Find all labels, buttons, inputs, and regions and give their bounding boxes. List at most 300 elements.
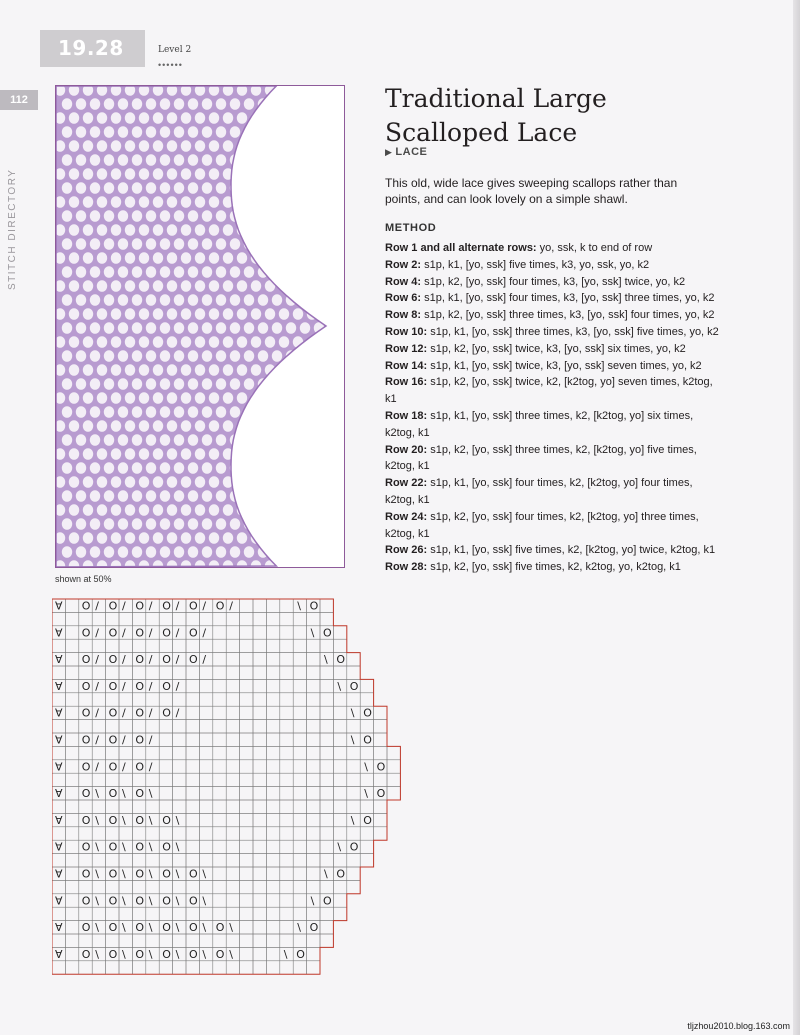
chart-cell bbox=[106, 880, 119, 893]
lace-hole bbox=[223, 336, 233, 348]
chart-cell bbox=[213, 934, 226, 947]
chart-cell bbox=[65, 666, 78, 679]
lace-hole bbox=[160, 546, 170, 558]
lace-hole bbox=[209, 420, 219, 432]
lace-hole bbox=[209, 336, 219, 348]
chart-cell bbox=[360, 827, 373, 840]
lace-hole bbox=[132, 378, 142, 390]
lace-hole bbox=[230, 98, 240, 110]
lace-hole bbox=[97, 224, 107, 236]
chart-cell bbox=[280, 666, 293, 679]
chart-cell bbox=[333, 773, 346, 786]
chart-cell bbox=[374, 773, 387, 786]
lace-hole bbox=[244, 266, 254, 278]
chart-cell bbox=[293, 626, 306, 639]
lace-hole bbox=[83, 196, 93, 208]
chart-symbol-dec: \ bbox=[283, 947, 288, 961]
chart-cell bbox=[266, 961, 279, 974]
lace-hole bbox=[146, 294, 156, 306]
lace-hole bbox=[160, 98, 170, 110]
chart-cell bbox=[360, 720, 373, 733]
lace-hole bbox=[132, 322, 142, 334]
method-row bbox=[385, 307, 725, 324]
chart-symbol-dec: / bbox=[229, 599, 233, 613]
lace-hole bbox=[104, 210, 114, 222]
lace-hole bbox=[195, 532, 205, 544]
lace-hole bbox=[223, 112, 233, 124]
page-edge bbox=[793, 0, 800, 1035]
lace-hole bbox=[104, 322, 114, 334]
method-row bbox=[385, 257, 725, 274]
lace-hole bbox=[209, 196, 219, 208]
chart-cell bbox=[146, 746, 159, 759]
lace-hole bbox=[230, 126, 240, 138]
chart-symbol-dec: \ bbox=[229, 947, 233, 961]
row-text: s1p, k2, [yo, ssk] twice, k3, [yo, ssk] six times, yo, k2 bbox=[430, 342, 686, 355]
chart-cell bbox=[253, 679, 266, 692]
chart-cell bbox=[253, 867, 266, 880]
chart-symbol-yo: O bbox=[162, 947, 171, 961]
chart-cell bbox=[320, 693, 333, 706]
chart-cell bbox=[280, 880, 293, 893]
lace-hole bbox=[244, 322, 254, 334]
lace-hole bbox=[153, 364, 163, 376]
lace-hole bbox=[111, 112, 121, 124]
lace-hole bbox=[174, 378, 184, 390]
lace-hole bbox=[230, 546, 240, 558]
chart-cell bbox=[132, 880, 145, 893]
lace-hole bbox=[202, 406, 212, 418]
chart-cell bbox=[106, 961, 119, 974]
lace-hole bbox=[69, 224, 79, 236]
chart-cell bbox=[347, 827, 360, 840]
chart-cell bbox=[240, 773, 253, 786]
chart-cell bbox=[253, 840, 266, 853]
lace-hole bbox=[97, 392, 107, 404]
chart-cell bbox=[52, 612, 65, 625]
lace-hole bbox=[118, 490, 128, 502]
chart-cell bbox=[293, 760, 306, 773]
chart-symbol-yo: O bbox=[215, 599, 225, 613]
chart-cell bbox=[333, 733, 346, 746]
lace-hole bbox=[167, 112, 177, 124]
row-label: Row 1 and all alternate rows: bbox=[385, 242, 537, 254]
chart-cell bbox=[226, 880, 239, 893]
lace-hole bbox=[188, 406, 198, 418]
chart-cell bbox=[65, 746, 78, 759]
lace-hole bbox=[279, 308, 289, 320]
chart-cell bbox=[119, 612, 132, 625]
chart-cell bbox=[333, 720, 346, 733]
chart-cell bbox=[347, 773, 360, 786]
lace-hole bbox=[83, 112, 93, 124]
chart-cell bbox=[293, 639, 306, 652]
lace-hole bbox=[167, 532, 177, 544]
chart-cell bbox=[199, 961, 212, 974]
lace-hole bbox=[69, 308, 79, 320]
chart-cell bbox=[213, 880, 226, 893]
lace-hole bbox=[125, 280, 135, 292]
chart-cell bbox=[226, 679, 239, 692]
chart-symbols bbox=[55, 599, 386, 960]
chart-symbol-dec: \ bbox=[148, 921, 153, 935]
chart-cell bbox=[280, 599, 293, 612]
lace-hole bbox=[237, 308, 247, 320]
chart-symbol-dec: \ bbox=[148, 947, 153, 961]
chart-cell bbox=[266, 813, 279, 826]
chart-symbol-yo: O bbox=[135, 733, 145, 747]
chart-cell bbox=[347, 653, 360, 666]
lace-hole bbox=[195, 392, 205, 404]
lace-hole bbox=[272, 350, 282, 362]
chart-cell bbox=[226, 760, 239, 773]
lace-hole bbox=[153, 392, 163, 404]
chart-cell bbox=[240, 706, 253, 719]
chart-cell bbox=[173, 961, 186, 974]
chart-cell bbox=[132, 639, 145, 652]
chart-symbol-yo: O bbox=[363, 733, 372, 747]
chart-cell bbox=[186, 787, 199, 800]
lace-hole bbox=[146, 350, 156, 362]
lace-hole bbox=[76, 266, 86, 278]
chart-symbol-yo: O bbox=[189, 947, 198, 961]
chart-cell bbox=[333, 626, 346, 639]
chart-symbol-yo: O bbox=[363, 706, 372, 720]
row-text: s1p, k2, [yo, ssk] twice, k2, [k2tog, yo] seven times, k2tog, k1 bbox=[385, 376, 713, 406]
chart-cell bbox=[320, 787, 333, 800]
row-label: Row 28: bbox=[385, 561, 428, 574]
chart-cell bbox=[253, 921, 266, 934]
chart-cell bbox=[65, 867, 78, 880]
chart-cell bbox=[106, 907, 119, 920]
chart-cell bbox=[333, 813, 346, 826]
chart-symbol-dec: \ bbox=[148, 813, 153, 827]
chart-cell bbox=[213, 961, 226, 974]
lace-hole bbox=[69, 476, 79, 488]
lace-hole bbox=[202, 98, 212, 110]
chart-symbol-dec: / bbox=[175, 706, 180, 720]
chart-cell bbox=[293, 706, 306, 719]
lace-hole bbox=[111, 532, 121, 544]
chart-symbol-dec: / bbox=[122, 653, 126, 667]
lace-hole bbox=[237, 336, 247, 348]
chart-cell bbox=[52, 880, 65, 893]
method-row bbox=[385, 358, 725, 375]
chart-cell bbox=[199, 827, 212, 840]
lace-hole bbox=[167, 140, 177, 152]
chart-symbol-yo: O bbox=[376, 760, 386, 774]
chart-symbol-yo: O bbox=[108, 787, 118, 801]
chart-cell bbox=[106, 666, 119, 679]
chart-cell bbox=[65, 840, 78, 853]
lace-hole bbox=[90, 294, 100, 306]
chart-cell bbox=[65, 813, 78, 826]
chart-cell bbox=[159, 666, 172, 679]
chart-cell bbox=[253, 653, 266, 666]
chart-cell bbox=[173, 787, 186, 800]
chart-cell bbox=[159, 746, 172, 759]
chart-cell bbox=[320, 639, 333, 652]
chart-symbol-dec: / bbox=[175, 679, 180, 693]
chart-cell bbox=[146, 720, 159, 733]
lace-hole bbox=[97, 196, 107, 208]
chart-cell bbox=[159, 907, 172, 920]
chart-cell bbox=[360, 693, 373, 706]
lace-hole bbox=[146, 546, 156, 558]
chart-cell bbox=[240, 934, 253, 947]
chart-symbol-dec: \ bbox=[175, 921, 180, 935]
lace-hole bbox=[195, 364, 205, 376]
chart-symbol-dec: \ bbox=[202, 921, 207, 935]
chart-cell bbox=[106, 612, 119, 625]
chart-cell bbox=[320, 827, 333, 840]
chart-cell bbox=[307, 813, 320, 826]
lace-hole bbox=[167, 224, 177, 236]
chart-cell bbox=[293, 907, 306, 920]
chart-cell bbox=[253, 947, 266, 960]
chart-cell bbox=[186, 934, 199, 947]
lace-hole bbox=[146, 322, 156, 334]
chart-cell bbox=[253, 961, 266, 974]
chart-symbol-yo: O bbox=[162, 599, 171, 613]
chart-cell bbox=[320, 746, 333, 759]
chart-cell bbox=[226, 934, 239, 947]
lace-hole bbox=[90, 378, 100, 390]
chart-cell bbox=[79, 827, 92, 840]
chart-symbol-yo: O bbox=[135, 706, 145, 720]
chart-cell bbox=[159, 760, 172, 773]
chart-cell bbox=[79, 800, 92, 813]
chart-symbol-yo: O bbox=[81, 653, 91, 667]
chart-cell bbox=[186, 907, 199, 920]
lace-hole bbox=[139, 168, 149, 180]
chart-symbol-yo: O bbox=[108, 813, 118, 827]
chart-cell bbox=[159, 773, 172, 786]
chart-cell bbox=[240, 840, 253, 853]
chart-symbol-yo: O bbox=[135, 679, 145, 693]
chart-symbol-dec: / bbox=[122, 599, 126, 613]
chart-cell bbox=[280, 746, 293, 759]
chart-cell bbox=[240, 626, 253, 639]
chart-cell bbox=[186, 880, 199, 893]
lace-swatch-photo bbox=[55, 85, 345, 568]
chart-cell bbox=[173, 720, 186, 733]
lace-hole bbox=[139, 448, 149, 460]
chart-symbol-dec: / bbox=[95, 706, 99, 720]
chart-cell bbox=[146, 666, 159, 679]
lace-hole bbox=[139, 532, 149, 544]
lace-hole bbox=[132, 210, 142, 222]
chart-cell bbox=[52, 666, 65, 679]
chart-cell bbox=[119, 854, 132, 867]
lace-hole bbox=[160, 182, 170, 194]
lace-hole bbox=[167, 448, 177, 460]
lace-hole bbox=[181, 392, 191, 404]
chart-cell bbox=[186, 746, 199, 759]
lace-hole bbox=[195, 112, 205, 124]
lace-hole bbox=[188, 182, 198, 194]
lace-hole bbox=[83, 392, 93, 404]
lace-hole bbox=[83, 140, 93, 152]
lace-hole bbox=[188, 238, 198, 250]
chart-cell bbox=[199, 639, 212, 652]
category-label: LACE bbox=[395, 146, 428, 158]
lace-hole bbox=[111, 140, 121, 152]
chart-cell bbox=[79, 666, 92, 679]
lace-hole bbox=[83, 364, 93, 376]
lace-hole bbox=[174, 490, 184, 502]
chart-symbol-yo: O bbox=[376, 787, 386, 801]
lace-hole bbox=[69, 448, 79, 460]
chart-cell bbox=[240, 746, 253, 759]
chart-cell bbox=[92, 800, 105, 813]
lace-hole bbox=[111, 308, 121, 320]
chart-cell bbox=[347, 720, 360, 733]
lace-hole bbox=[146, 126, 156, 138]
chart-cell bbox=[119, 720, 132, 733]
lace-hole bbox=[118, 210, 128, 222]
chart-symbol-slip: ∀ bbox=[55, 840, 63, 854]
chart-symbol-dec: \ bbox=[175, 894, 180, 908]
row-label: Row 16: bbox=[385, 376, 428, 389]
chart-cell bbox=[360, 679, 373, 692]
lace-hole bbox=[125, 252, 135, 264]
chart-cell bbox=[65, 626, 78, 639]
chart-cell bbox=[253, 880, 266, 893]
chart-symbol-dec: \ bbox=[202, 867, 207, 881]
chart-cell bbox=[52, 961, 65, 974]
lace-hole bbox=[132, 266, 142, 278]
chart-cell bbox=[159, 880, 172, 893]
lace-hole bbox=[174, 350, 184, 362]
chart-cell bbox=[374, 706, 387, 719]
chart-cell bbox=[240, 854, 253, 867]
chart-symbol-yo: O bbox=[108, 733, 118, 747]
section-title: STITCH DIRECTORY bbox=[7, 168, 18, 290]
lace-hole bbox=[97, 448, 107, 460]
lace-hole bbox=[195, 140, 205, 152]
lace-hole bbox=[69, 364, 79, 376]
chart-symbol-dec: \ bbox=[148, 894, 153, 908]
lace-hole bbox=[209, 224, 219, 236]
chart-cell bbox=[146, 827, 159, 840]
lace-hole bbox=[223, 364, 233, 376]
chart-symbol-yo: O bbox=[189, 867, 198, 881]
lace-hole bbox=[139, 196, 149, 208]
chart-cell bbox=[266, 773, 279, 786]
lace-hole bbox=[62, 210, 72, 222]
lace-hole bbox=[111, 168, 121, 180]
chart-cell bbox=[173, 746, 186, 759]
chart-cell bbox=[92, 880, 105, 893]
lace-hole bbox=[132, 238, 142, 250]
lace-hole bbox=[139, 112, 149, 124]
lace-hole bbox=[286, 322, 296, 334]
lace-hole bbox=[195, 280, 205, 292]
chart-cell bbox=[173, 693, 186, 706]
chart-cell bbox=[266, 800, 279, 813]
lace-hole bbox=[97, 280, 107, 292]
chart-cell bbox=[226, 800, 239, 813]
lace-hole bbox=[174, 266, 184, 278]
lace-hole bbox=[153, 224, 163, 236]
lace-hole bbox=[62, 546, 72, 558]
chart-cell bbox=[253, 854, 266, 867]
chart-symbol-yo: O bbox=[349, 840, 359, 854]
lace-hole bbox=[216, 378, 226, 390]
chart-cell bbox=[293, 867, 306, 880]
chart-cell bbox=[92, 746, 105, 759]
chart-cell bbox=[213, 867, 226, 880]
chart-cell bbox=[374, 720, 387, 733]
chart-symbol-slip: ∀ bbox=[55, 947, 63, 961]
row-text: s1p, k1, [yo, ssk] twice, k3, [yo, ssk] seven times, yo, k2 bbox=[430, 359, 702, 372]
chart-cell bbox=[65, 639, 78, 652]
chart-cell bbox=[65, 773, 78, 786]
chart-cell bbox=[307, 827, 320, 840]
lace-hole bbox=[62, 350, 72, 362]
chart-cell bbox=[320, 800, 333, 813]
row-label: Row 24: bbox=[385, 510, 428, 523]
chart-cell bbox=[92, 961, 105, 974]
lace-hole bbox=[202, 294, 212, 306]
lace-hole bbox=[83, 168, 93, 180]
lace-hole bbox=[76, 350, 86, 362]
lace-hole bbox=[181, 364, 191, 376]
lace-hole bbox=[258, 350, 268, 362]
chart-cell bbox=[186, 639, 199, 652]
lace-hole bbox=[251, 364, 261, 376]
lace-hole bbox=[251, 308, 261, 320]
chart-cell bbox=[173, 934, 186, 947]
chart-cell bbox=[132, 800, 145, 813]
chart-cell bbox=[173, 907, 186, 920]
chart-cell bbox=[347, 760, 360, 773]
chart-cell bbox=[320, 813, 333, 826]
lace-hole bbox=[153, 252, 163, 264]
chart-cell bbox=[293, 679, 306, 692]
chart-symbol-dec: \ bbox=[95, 813, 99, 827]
lace-hole bbox=[216, 406, 226, 418]
chart-cell bbox=[79, 693, 92, 706]
lace-hole bbox=[97, 504, 107, 516]
chart-cell bbox=[253, 894, 266, 907]
chart-cell bbox=[132, 746, 145, 759]
lace-hole bbox=[111, 392, 121, 404]
chart-symbol-slip: ∀ bbox=[55, 733, 63, 747]
lace-hole bbox=[90, 434, 100, 446]
chart-cell bbox=[266, 934, 279, 947]
lace-hole bbox=[202, 462, 212, 474]
chart-cell bbox=[52, 720, 65, 733]
chart-symbol-yo: O bbox=[162, 813, 171, 827]
chart-cell bbox=[320, 733, 333, 746]
lace-hole bbox=[104, 490, 114, 502]
chart-cell bbox=[52, 639, 65, 652]
lace-hole bbox=[69, 140, 79, 152]
chart-symbol-dec: \ bbox=[122, 894, 126, 908]
lace-hole bbox=[111, 196, 121, 208]
chart-cell bbox=[132, 693, 145, 706]
chart-symbol-dec: / bbox=[122, 733, 126, 747]
chart-symbol-dec: \ bbox=[229, 921, 233, 935]
chart-cell bbox=[146, 693, 159, 706]
chart-symbol-yo: O bbox=[349, 679, 359, 693]
row-label: Row 14: bbox=[385, 359, 428, 372]
chart-cell bbox=[65, 787, 78, 800]
chart-cell bbox=[253, 666, 266, 679]
level-dots: •••••• bbox=[158, 60, 183, 70]
